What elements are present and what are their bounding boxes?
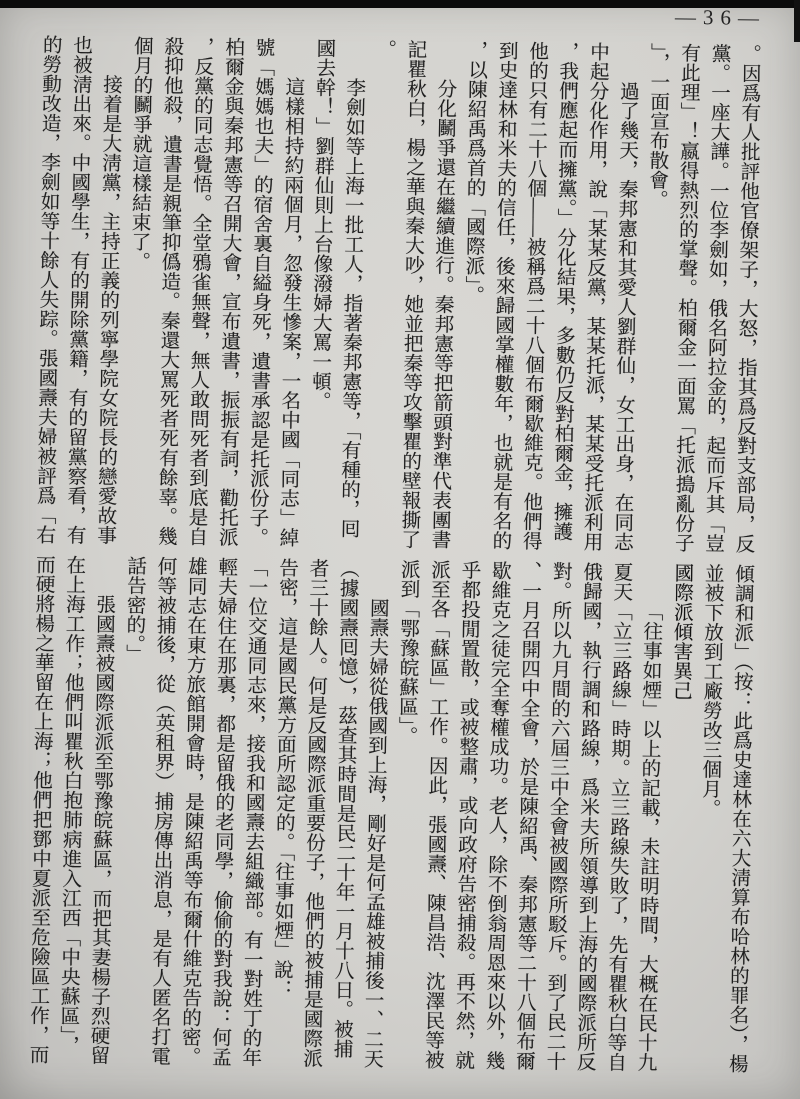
page-number: —36— — [674, 4, 767, 30]
top-text-block — [7, 34, 764, 556]
paragraph: 過了幾天，秦邦憲和其愛人劉群仙，女工出身，在同志中起分化作用，說「某某反黨，某某托派，某某受托派利用，我們應起而擁黨。」分化結果，多數仍反對柏爾金，擁護他的只有二十八個——被稱爲二十八個布爾歇維克。他們得到史達林和米夫的信任，後來歸國掌權數年，也就是有名的，以陳紹禹爲首的「國際派」。 — [461, 40, 638, 552]
paragraph: 「往事如煙」以上的記載，未註明時間，大概在民十九夏天「立三路線」時期。立三路線失敗了，先有瞿秋白等自俄歸國，執行調和路線，爲米夫所領導到上海的國際派所反對。所以九月間的六屆三中全會被國際所駁斥。到了民二十、一月召開四中全會，於是陳紹禹、秦邦憲等二十八個布爾歇維克之徒完全奪權成功。老人，除不倒翁周恩來以外，幾乎都投閒置散，或被整肅，或向政府告密捕殺。再不然，就派至各「蘇區」工作。因此，張國燾、陳昌浩、沈澤民等被派到「鄂豫皖蘇區」。 — [394, 559, 662, 1073]
paragraph: 分化鬭爭還在繼續進行。秦邦憲等把箭頭對準代表團書記瞿秋白，楊之華與秦大吵，她並把秦等攻擊瞿的壁報撕了。 — [373, 38, 456, 550]
paragraph: 傾調和派」（按：此爲史達林在六大淸算布哈林的罪名），楊並被下放到工廠勞改三個月。 — [698, 563, 753, 1074]
paragraph: 。因爲有人批評他官僚架子，大怒，指其爲反對支部局，反黨。一座大譁。一位李劍如，俄名阿拉金的，起而斥其「豈有此理」！嬴得熱烈的掌聲。柏爾金一面罵「托派搗亂份子」，一面宣布散會。 — [645, 42, 760, 554]
paragraph: 接着是大淸黨，主持正義的列寧學院女院長的戀愛故事也被淸出來。中國學生，有的開除黨籍，有的留黨察看，有的勞動改造，李劍如等十餘人失踪。張國燾夫婦被評爲「右 — [32, 34, 121, 546]
bottom-text-block — [0, 554, 757, 1076]
paragraph: 李劍如等上海一批工人，指著秦邦憲等，「有種的，囘國去幹！」劉群仙則上台像潑婦大罵一頓。 — [308, 38, 364, 539]
block-quote: 「一位交通同志來，接我和國燾去組織部。有一對姓丁的年輕夫婦住在那裏，都是留俄的老同學，偷偷的對我說：何孟雄同志在東方旅館開會時，是陳紹禹等布爾什維克告的密。何等被捕後，從（英租界）捕房傳出消息，是有人匿名打電話告密的。」 — [122, 555, 267, 1068]
paragraph: 國燾夫婦從俄國到上海，剛好是何孟雄被捕後一、二天（據國燾囘憶），茲查其時間是民二十年一月十八日。被捕者三十餘人。何是反國際派重要份子，他們的被捕是國際派告密，這是國民黨方面所認定的。「往事如煙」說： — [269, 557, 388, 1069]
section-heading: 國際派傾害異己 — [669, 562, 693, 701]
paragraph: 這樣相持約兩個月，忽發生慘案，一名中國「同志」綽號「媽媽也夫」的宿舍裏自縊身死，遺書承認是托派份子。柏爾金與秦邦憲等召開大會，宣布遺書，振振有詞，勸托派，反黨的同志覺悟。全堂鴉雀無聲，無人敢問死者到底是自殺抑他殺，遺書是親筆抑僞造。秦還大罵死者死有餘辜。幾個月的鬭爭就這樣結束了。 — [127, 35, 304, 548]
paragraph: 張國燾被國際派派至鄂豫皖蘇區，而把其妻楊子烈硬留在上海工作；他們叫瞿秋白抱肺病進入江西「中央蘇區」，而硬將楊之華留在上海；他們把鄧中夏派至危險區工作，而 — [25, 554, 114, 1066]
